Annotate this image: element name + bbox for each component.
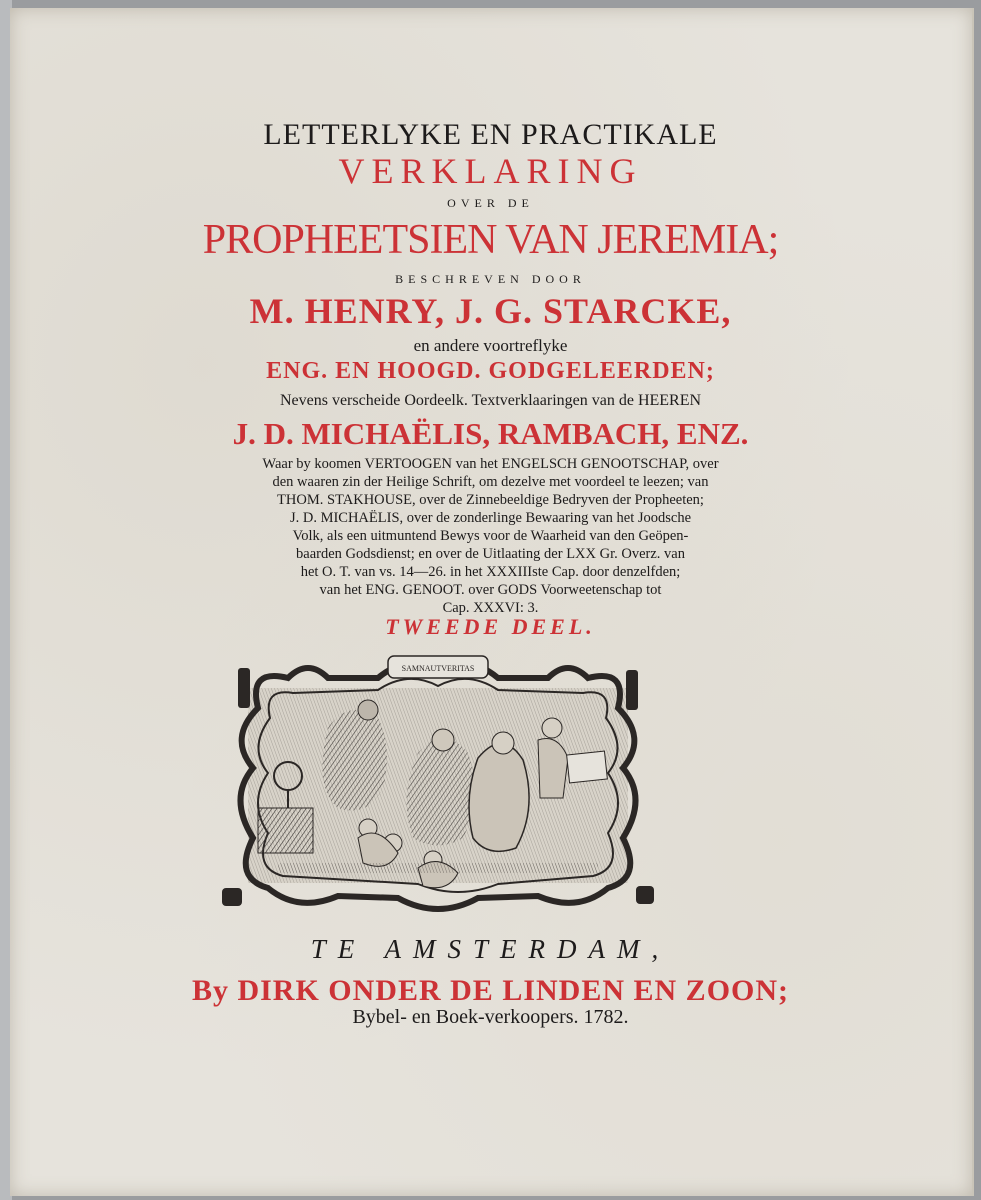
volume-label: TWEEDE DEEL. [385,614,596,639]
title-line-2: VERKLARING [338,151,643,191]
body-line-7: het O. T. van vs. 14—26. in het XXXIIIste Cap. door denzelfden; [300,564,681,580]
imprint-publisher: By DIRK ONDER DE LINDEN EN ZOON; [191,974,790,1007]
title-line-1: LETTERLYKE EN PRACTIKALE [263,118,718,151]
title-line-7: en andere voortreflyke [413,336,568,355]
engraving-vignette [218,648,658,918]
imprint-trade-year: Bybel- en Boek-verkoopers. 1782. [352,1006,629,1028]
title-line-10: J. D. MICHAËLIS, RAMBACH, ENZ. [232,416,749,451]
title-line-8: ENG. EN HOOGD. GODGELEERDEN; [266,358,715,384]
imprint-place: TE AMSTERDAM, [310,934,671,964]
title-line-3: OVER DE [447,196,534,210]
body-line-5: Volk, als een uitmuntend Bewys voor de Waarheid van den Geöpen- [292,528,689,544]
author-line: M. HENRY, J. G. STARCKE, [249,291,732,331]
title-line-4: PROPHEETSIEN VAN JEREMIA; [202,217,779,263]
body-line-8: van het ENG. GENOOT. over GODS Voorweetenschap tot [319,582,662,598]
title-line-5: BESCHREVEN DOOR [395,272,586,286]
body-line-1: Waar by koomen VERTOOGEN van het ENGELSCH GENOOTSCHAP, over [262,456,719,472]
body-line-3: THOM. STAKHOUSE, over de Zinnebeeldige Bedryven der Propheeten; [277,492,704,508]
title-line-9: Nevens verscheide Oordeelk. Textverklaaringen van de HEEREN [279,392,702,409]
body-line-2: den waaren zin der Heilige Schrift, om dezelve met voordeel te leezen; van [272,474,709,490]
body-line-4: J. D. MICHAËLIS, over de zonderlinge Bewaaring van het Joodsche [289,510,692,526]
body-line-9: Cap. XXXVI: 3. [442,600,539,616]
engraving-banner-text: SAMNAUTVERITAS [401,664,475,673]
body-line-6: baarden Godsdienst; en over de Uitlaating der LXX Gr. Overz. van [296,546,685,562]
